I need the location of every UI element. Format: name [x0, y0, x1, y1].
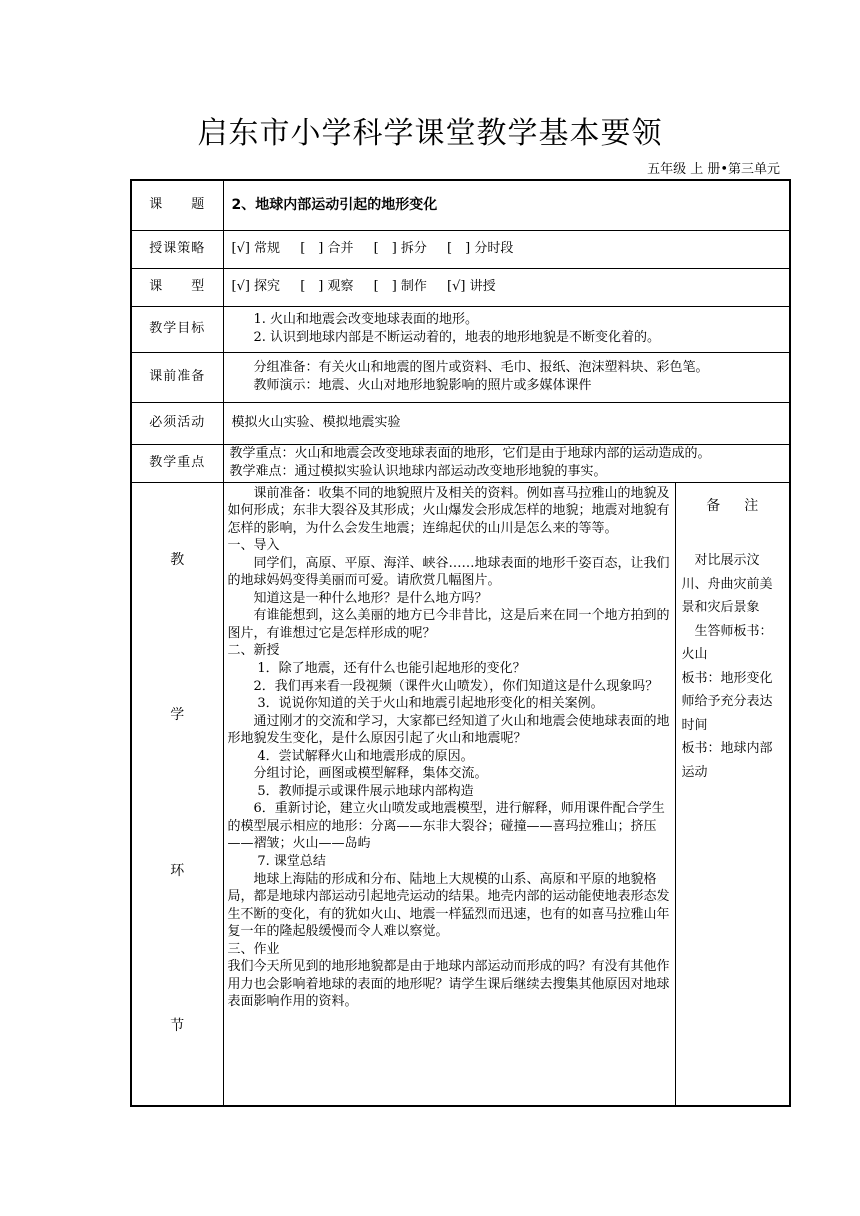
note-item: 生答师板书：火山	[681, 623, 773, 663]
process-paragraph: 我们今天所见到的地形地貌都是由于地球内部运动而形成的吗？有没有其他作用力也会影响着地球的表面的地形呢？请学生课后继续去搜集其他原因对地球表面影响作用的资料。	[227, 959, 670, 1010]
row-goals	[131, 306, 790, 352]
type-option: [√] 探究	[231, 279, 281, 295]
process-paragraph: 知道这是一种什么地形？是什么地方吗？	[253, 590, 488, 606]
process-item: 1．除了地震，还有什么也能引起地形的变化？	[257, 660, 526, 676]
row-strategy	[131, 230, 790, 268]
strategy-option: [√] 常规	[231, 241, 281, 257]
note-item: 板书：地球内部运动	[681, 741, 773, 780]
value-prep	[223, 352, 790, 402]
label-topic: 课 题	[131, 180, 223, 230]
type-option: [ ] 观察	[300, 279, 354, 295]
value-topic	[223, 180, 790, 230]
value-activity: 模拟火山实验、模拟地震实验	[223, 402, 790, 444]
label-strategy: 授课策略	[131, 230, 223, 268]
row-prep	[131, 352, 790, 402]
goal-line: 1. 火山和地震会改变地球表面的地形。	[253, 312, 479, 328]
label-goals: 教学目标	[131, 306, 223, 352]
process-label-char: 环	[170, 862, 185, 879]
grade-unit: 五年级 上 册•第三单元	[647, 162, 780, 177]
process-item: 2．我们再来看一段视频（课件火山喷发），你们知道这是什么现象吗？	[253, 678, 659, 694]
label-type: 课 型	[131, 268, 223, 306]
value-type	[223, 268, 790, 306]
process-item: 4．尝试解释火山和地震形成的原因。	[257, 748, 474, 764]
process-paragraph: 同学们，高原、平原、海洋、峡谷……地球表面的地形千姿百态，让我们的地球妈妈变得美丽而可爱。请欣赏几幅图片。	[227, 555, 670, 589]
strategy-option: [ ] 拆分	[373, 241, 427, 257]
type-option: [√] 讲授	[447, 279, 496, 295]
process-item: 6．重新讨论，建立火山喷发或地震模型，进行解释，师用课件配合学生的模型展示相应的地形：分离——东非大裂谷；碰撞——喜玛拉雅山；挤压——褶皱；火山——岛屿	[227, 801, 665, 852]
notes-cell	[675, 482, 790, 1106]
process-paragraph: 通过刚才的交流和学习，大家都已经知道了火山和地震会使地球表面的地形地貌发生变化，是什么原因引起了火山和地震呢？	[227, 713, 670, 747]
process-label-char: 教	[170, 551, 185, 568]
process-paragraph: 分组讨论，画图或模型解释，集体交流。	[253, 766, 488, 782]
note-item: 板书：地形变化	[681, 670, 773, 686]
strategy-option: [ ] 分时段	[447, 241, 514, 257]
prep-line: 教师演示：地震、火山对地形地貌影响的照片或多媒体课件	[253, 378, 592, 393]
goal-line: 2. 认识到地球内部是不断运动着的，地表的地形地貌是不断变化着的。	[253, 330, 661, 345]
section-heading: 一、导入	[227, 538, 280, 554]
focus-line: 教学难点：通过模拟实验认识地球内部运动改变地形地貌的事实。	[229, 464, 607, 479]
type-option: [ ] 制作	[373, 279, 427, 295]
value-strategy	[223, 230, 790, 268]
notes-list	[676, 549, 790, 784]
process-item: 3．说说你知道的关于火山和地震引起地形变化的相关案例。	[257, 696, 604, 712]
label-process	[131, 482, 223, 1106]
process-paragraph: 课前准备：收集不同的地貌照片及相关的资料。例如喜马拉雅山的地貌及如何形成；东非大裂谷及其形成；火山爆发会形成怎样的地貌；地震对地貌有怎样的影响，为什么会发生地震；连绵起伏的山川是怎么来的等等。	[227, 485, 670, 536]
process-label-char: 学	[170, 707, 185, 724]
row-topic	[131, 180, 790, 230]
process-body	[223, 482, 675, 1106]
process-paragraph: 地球上海陆的形成和分布、陆地上大规模的山系、高原和平原的地貌格局，都是地球内部运动引起地壳运动的结果。地壳内部的运动能使地表形态发生不断的变化，有的犹如火山、地震一样猛烈而迅速，也有的如喜马拉雅山年复一年的隆起般缓慢而令人难以察觉。	[227, 871, 670, 940]
process-item: 5．教师提示或课件展示地球内部构造	[257, 783, 474, 799]
prep-line: 分组准备：有关火山和地震的图片或资料、毛巾、报纸、泡沫塑料块、彩色笔。	[253, 360, 709, 376]
process-item: 7. 课堂总结	[257, 853, 326, 869]
process-label-char: 节	[170, 1018, 185, 1035]
label-activity: 必须活动	[131, 402, 223, 444]
focus-line: 教学重点：火山和地震会改变地球表面的地形，它们是由于地球内部的运动造成的。	[229, 446, 711, 462]
lesson-plan-table	[130, 179, 791, 1107]
row-activity	[131, 402, 790, 444]
value-goals	[223, 306, 790, 352]
note-item: 师给予充分表达时间	[681, 694, 773, 733]
row-process	[131, 482, 790, 1106]
process-paragraph: 有谁能想到，这么美丽的地方已今非昔比，这是后来在同一个地方拍到的图片，有谁想过它是怎样形成的呢？	[227, 608, 670, 641]
strategy-option: [ ] 合并	[300, 241, 354, 257]
section-heading: 三、作业	[227, 941, 280, 957]
value-focus	[223, 444, 790, 482]
row-type	[131, 268, 790, 306]
label-focus: 教学重点	[131, 444, 223, 482]
row-focus	[131, 444, 790, 482]
label-prep: 课前准备	[131, 352, 223, 402]
notes-header: 备注	[706, 497, 783, 514]
topic-text: 2、地球内部运动引起的地形变化	[231, 196, 438, 213]
section-heading: 二、新授	[227, 643, 280, 659]
note-item: 对比展示汶川、舟曲灾前美景和灾后景象	[681, 553, 773, 616]
page-title: 启东市小学科学课堂教学基本要领	[197, 116, 663, 151]
